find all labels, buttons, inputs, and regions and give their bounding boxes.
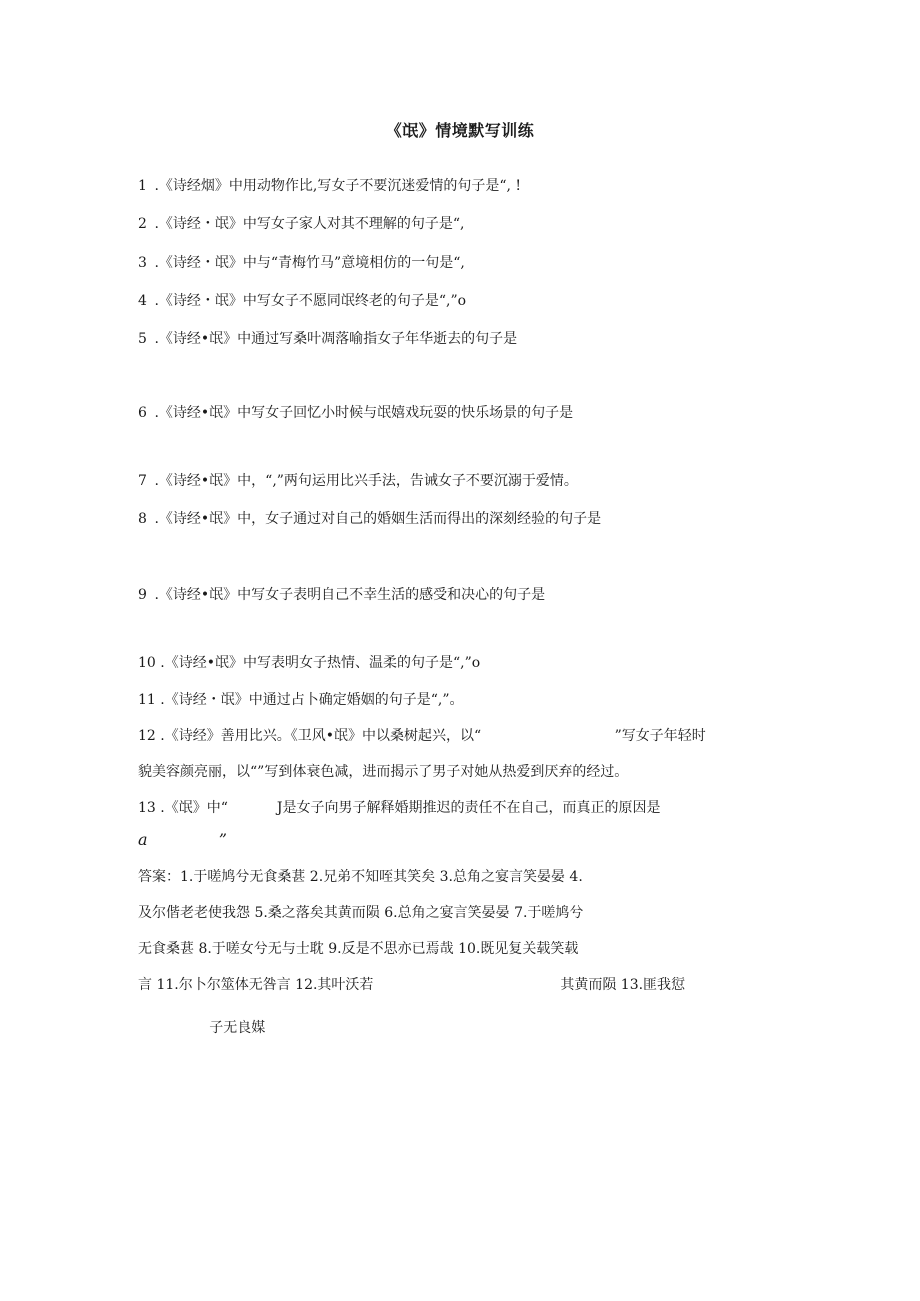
question-item (138, 253, 465, 273)
answer-line: 答案：1.于嗟鸠兮无食桑葚 2.兄弟不知咥其笑矣 3.总角之宴言笑晏晏 4. (138, 869, 583, 885)
question-item (138, 403, 573, 423)
question-number: 12 (138, 728, 156, 744)
question-number: 9 (138, 587, 147, 603)
question-item (138, 509, 601, 529)
question-item (138, 798, 660, 818)
question-text: .《诗经•氓》中写女子表明自己不幸生活的感受和决心的句子是 (150, 587, 546, 603)
question-number: 2 (138, 216, 147, 232)
answer-line: 及尔偕老老使我怨 5.桑之落矣其黄而陨 6.总角之宴言笑晏晏 7.于嗟鸠兮 (138, 905, 584, 921)
question-text: .《诗经》善用比兴。《卫风•氓》中以桑树起兴，以“ ”写女子年轻时 (155, 728, 706, 744)
question-text: .《诗经•氓》中，女子通过对自己的婚姻生活而得出的深刻经验的句子是 (150, 511, 602, 527)
question-item (138, 329, 517, 349)
question-text: .《氓》中“ J是女子向男子解释婚期推迟的责任不在自己，而真正的原因是 (155, 800, 661, 816)
question-item (138, 653, 480, 673)
question-text: .《诗经・氓》中通过占卜确定婚姻的句子是“,”。 (155, 692, 464, 708)
answer-line: 子无良媒 (138, 1020, 266, 1036)
question-continuation (138, 830, 227, 850)
question-number: 5 (138, 331, 147, 347)
question-text: .《诗经•氓》中写女子回忆小时候与氓嬉戏玩耍的快乐场景的句子是 (150, 405, 574, 421)
answer-line: 言 11.尔卜尔筮体无咎言 12.其叶沃若 其黄而陨 13.匪我愆 (138, 977, 686, 993)
question-number: 8 (138, 511, 147, 527)
question-number: 13 (138, 800, 156, 816)
question-text: .《诗经•氓》中写表明女子热情、温柔的句子是“,”o (155, 655, 481, 671)
question-text: a ” (138, 830, 227, 849)
question-text: .《诗经・氓》中写女子不愿同氓终老的句子是“,”o (150, 293, 467, 309)
question-item (138, 471, 578, 491)
question-number: 11 (138, 692, 156, 708)
question-number: 3 (138, 255, 147, 271)
question-item (138, 726, 706, 746)
question-text: .《诗经・氓》中与“青梅竹马”意境相仿的一句是“, (150, 255, 465, 271)
question-text: .《诗经•氓》中，“,”两句运用比兴手法，告诫女子不要沉溺于爱情。 (150, 473, 578, 489)
question-continuation (138, 762, 628, 782)
question-text: .《诗经烟》中用动物作比,写女子不要沉迷爱情的句子是“, ! (150, 178, 522, 194)
question-text: .《诗经・氓》中写女子家人对其不理解的句子是“, (150, 216, 465, 232)
question-item (138, 214, 465, 234)
question-text: .《诗经•氓》中通过写桑叶凋落喻指女子年华逝去的句子是 (150, 331, 518, 347)
page-title: 《氓》情境默写训练 (385, 121, 535, 140)
question-item (138, 585, 545, 605)
question-number: 1 (138, 178, 147, 194)
question-item (138, 291, 466, 311)
question-number: 7 (138, 473, 147, 489)
answer-line: 无食桑葚 8.于嗟女兮无与士耽 9.反是不思亦已焉哉 10.既见复关载笑载 (138, 941, 579, 957)
question-item (138, 176, 521, 196)
question-number: 4 (138, 293, 147, 309)
question-item (138, 690, 464, 710)
question-text: 貌美容颜亮丽，以“”写到体衰色减，进而揭示了男子对她从热爱到厌弃的经过。 (138, 764, 629, 780)
question-number: 6 (138, 405, 147, 421)
question-number: 10 (138, 655, 156, 671)
